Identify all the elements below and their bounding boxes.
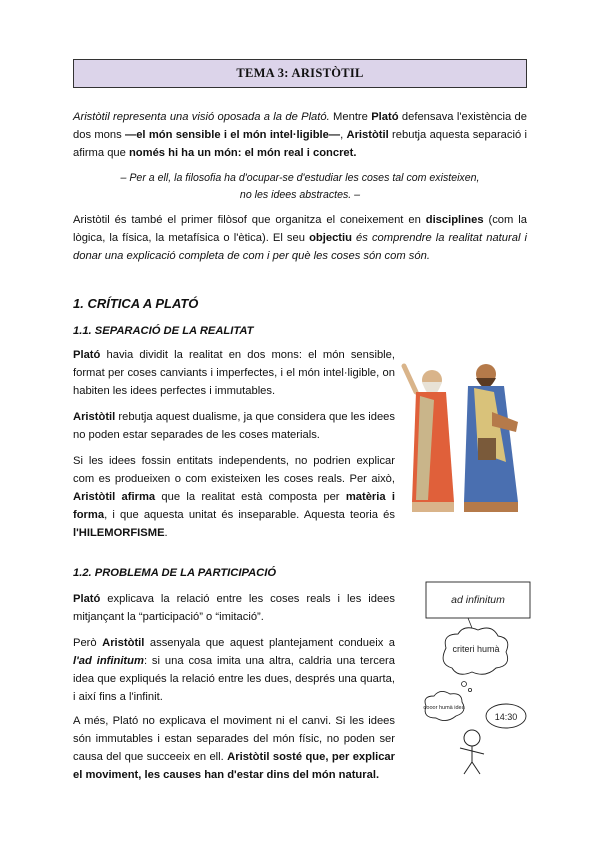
small-cloud-label: dooor humà idea: [423, 705, 465, 711]
participacio-paragraph-3: A més, Plató no explicava el moviment ni el canvi. Si les idees són immutables i estan separades del món físic, no poden ser causa del que succeeix en ell. Aristòtil sosté que, per explicar el moviment, les causes han d'estar dins del món natural.: [73, 715, 395, 781]
ad-infinitum-sketch-icon: [412, 578, 532, 778]
time-label: 14:30: [494, 712, 518, 722]
ad-infinitum-label: ad infinitum: [451, 594, 505, 606]
intro-quote: – Per a ell, la filosofia ha d'ocupar-se d'estudiar les coses tal com existeixen, no les idees abstractes. –: [120, 172, 480, 201]
intro-paragraph-2: Aristòtil és també el primer filòsof que organitza el coneixement en disciplines (com la lògica, la física, la metafísica o l'ètica). El seu objectiu és comprendre la realitat natural i donar una explicació completa de com i per què les coses són com són.: [73, 214, 528, 262]
subsection-heading-separacio: 1.1. SEPARACIÓ DE LA REALITAT: [73, 325, 254, 337]
plato-aristotle-painting-icon: [394, 352, 528, 522]
criteri-huma-label: criteri humà: [452, 644, 500, 654]
separacio-paragraph-3: Si les idees fossin entitats independents, no podrien explicar com es produeixen o com existeixen les coses reals. Per això, Aristòtil afirma que la realitat està composta per matèria i forma, i que aquesta unitat és inseparable. Aquesta teoria és l'HILEMORFISME.: [73, 455, 395, 539]
page-title: TEMA 3: ARISTÒTIL: [73, 59, 527, 88]
separacio-paragraph-2: Aristòtil rebutja aquest dualisme, ja que considera que les idees no poden estar separades de les coses materials.: [73, 411, 395, 441]
intro-paragraph-1: Aristòtil representa una visió oposada a la de Plató. Mentre Plató defensava l'existència de dos mons —el món sensible i el món intel·ligible—, Aristòtil rebutja aquesta separació i afirma que només hi ha un món: el món real i concret.: [73, 111, 527, 159]
subsection-heading-participacio: 1.2. PROBLEMA DE LA PARTICIPACIÓ: [73, 567, 277, 579]
separacio-paragraph-1: Plató havia dividit la realitat en dos mons: el món sensible, format per coses canviants i imperfectes, i el món intel·ligible, on habiten les idees perfectes i immutables.: [73, 349, 395, 397]
participacio-paragraph-2: Però Aristòtil assenyala que aquest plantejament condueix a l'ad infinitum: si una cosa imita una altra, caldria una tercera idea que expliqués la relació entre les dues, després una quarta, i així fins a l'infinit.: [73, 637, 395, 703]
participacio-paragraph-1: Plató explicava la relació entre les coses reals i les idees mitjançant la “participació” o “imitació”.: [73, 593, 395, 623]
section-heading-critica: 1. CRÍTICA A PLATÓ: [73, 296, 199, 311]
